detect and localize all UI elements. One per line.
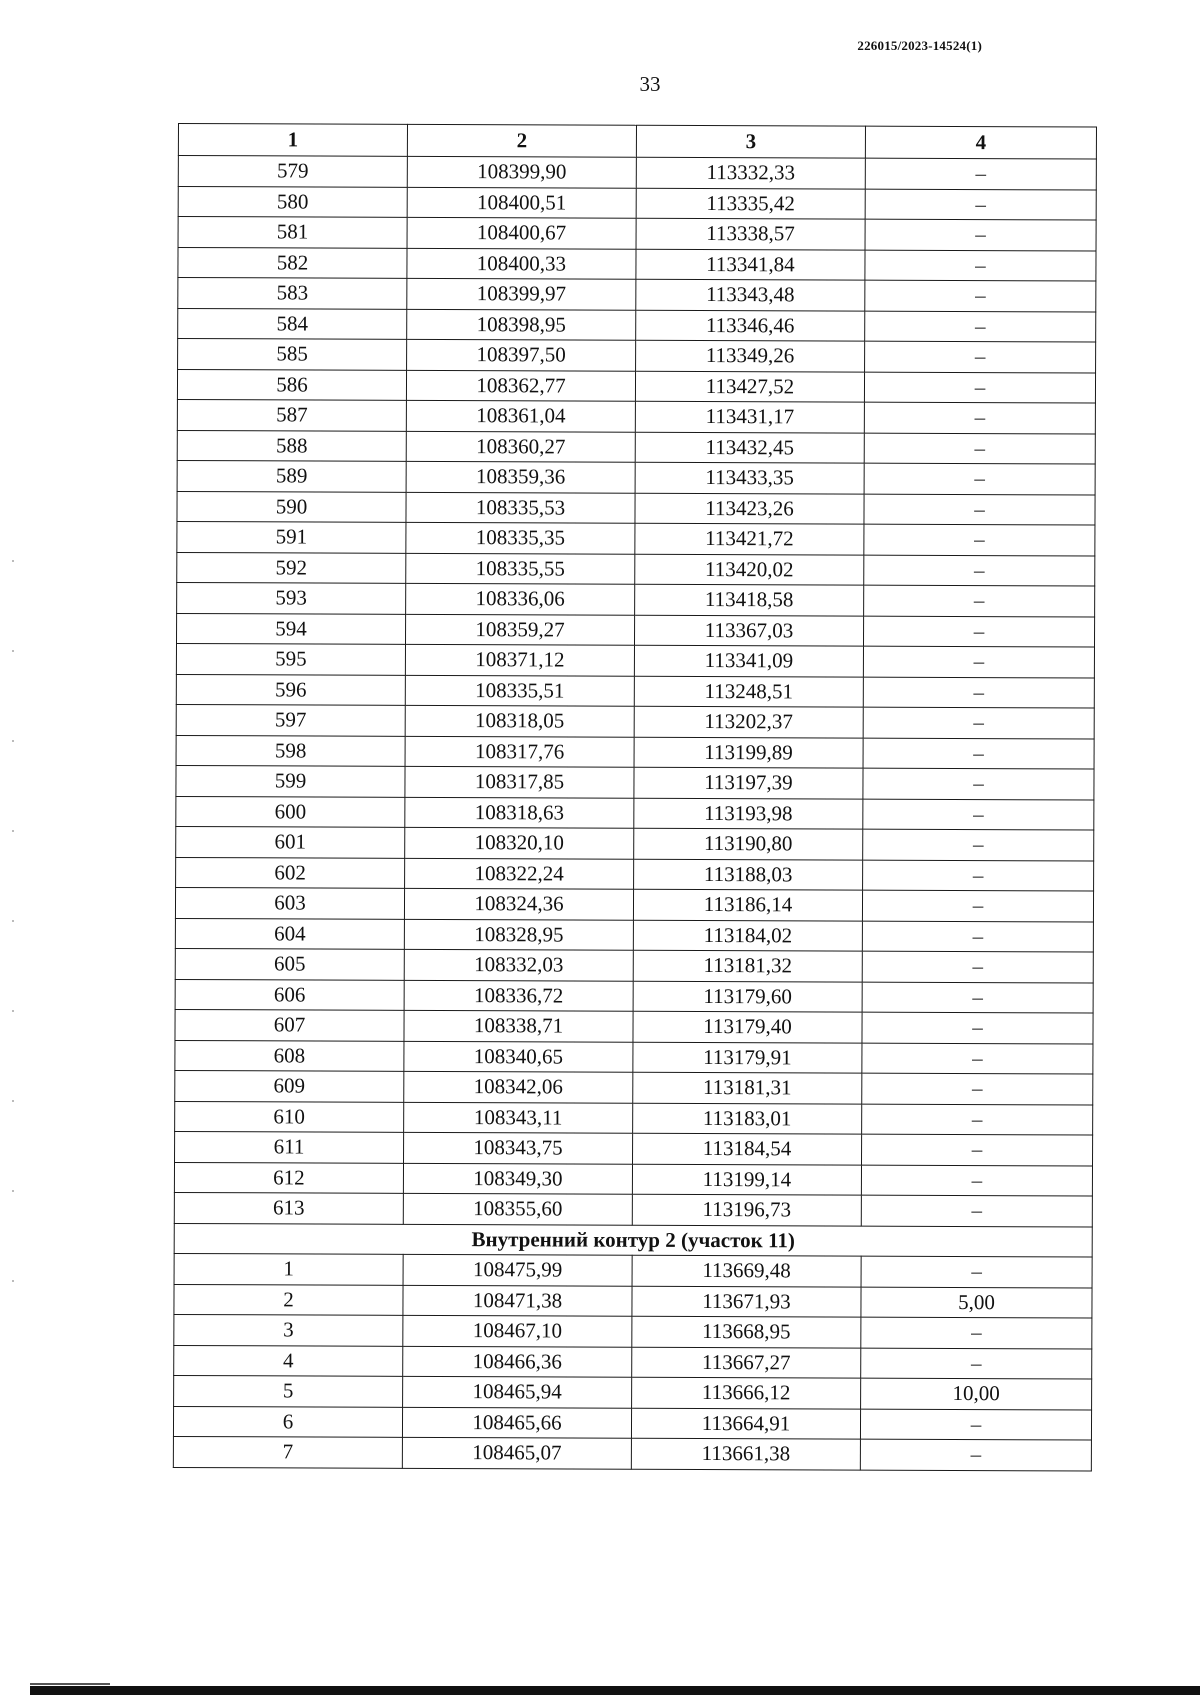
- table-cell: 612: [174, 1162, 403, 1193]
- table-cell: 113332,33: [636, 157, 865, 188]
- table-cell: 5: [174, 1375, 403, 1406]
- table-cell: 108343,75: [404, 1132, 633, 1163]
- table-cell: 113193,98: [634, 798, 863, 829]
- table-cell: –: [865, 189, 1096, 220]
- table-body-contour: [173, 1253, 1092, 1470]
- table-cell: 113184,02: [633, 920, 862, 951]
- table-cell: 583: [178, 278, 407, 309]
- table-cell: 113421,72: [635, 523, 864, 554]
- table-row: [175, 948, 1093, 982]
- table-cell: 611: [175, 1131, 404, 1162]
- table-cell: –: [864, 372, 1095, 403]
- table-cell: –: [861, 1195, 1092, 1226]
- table-cell: 108466,36: [403, 1346, 632, 1377]
- table-row: [176, 735, 1094, 769]
- table-cell: 113248,51: [634, 676, 863, 707]
- table-cell: –: [862, 921, 1093, 952]
- table-cell: 113188,03: [634, 859, 863, 890]
- table-cell: 599: [176, 765, 405, 796]
- table-cell: 108399,90: [407, 156, 636, 187]
- table-cell: 108360,27: [406, 431, 635, 462]
- table-cell: –: [863, 707, 1094, 738]
- table-cell: –: [863, 799, 1094, 830]
- table-cell: 113423,26: [635, 493, 864, 524]
- table-cell: 605: [175, 948, 404, 979]
- table-cell: 113432,45: [635, 432, 864, 463]
- table-cell: 108318,05: [405, 705, 634, 736]
- table-cell: 113661,38: [631, 1438, 860, 1469]
- table-cell: 595: [176, 643, 405, 674]
- table-cell: 113418,58: [635, 584, 864, 615]
- table-cell: 113341,84: [636, 249, 865, 280]
- table-cell: 108359,36: [406, 461, 635, 492]
- table-cell: 596: [176, 674, 405, 705]
- table-cell: 108342,06: [404, 1071, 633, 1102]
- table-cell: 108465,94: [403, 1376, 632, 1407]
- table-cell: –: [861, 1165, 1092, 1196]
- table-row: [174, 1314, 1092, 1348]
- table-cell: –: [864, 463, 1095, 494]
- table-cell: 108355,60: [403, 1193, 632, 1224]
- table-cell: –: [862, 1043, 1093, 1074]
- table-cell: 5,00: [861, 1287, 1092, 1318]
- table-row: [178, 339, 1096, 373]
- table-cell: 113199,14: [632, 1164, 861, 1195]
- table-row: [175, 1101, 1093, 1135]
- table-cell: 113338,57: [636, 218, 865, 249]
- table-row: [178, 247, 1096, 281]
- table-row: [174, 1375, 1092, 1409]
- table-cell: 113666,12: [632, 1377, 861, 1408]
- table-cell: –: [863, 860, 1094, 891]
- scan-edge: [30, 1683, 110, 1685]
- column-header: 2: [407, 124, 636, 157]
- table-cell: 108398,95: [407, 309, 636, 340]
- table-cell: 594: [177, 613, 406, 644]
- table-cell: 600: [176, 796, 405, 827]
- table-row: [176, 704, 1094, 738]
- table-cell: 113667,27: [632, 1347, 861, 1378]
- table-cell: –: [863, 616, 1094, 647]
- table-row: [173, 1436, 1091, 1470]
- table-cell: 108324,36: [404, 888, 633, 919]
- table-cell: 579: [178, 156, 407, 187]
- table-cell: 610: [175, 1101, 404, 1132]
- table-cell: –: [863, 738, 1094, 769]
- table-cell: 113343,48: [636, 279, 865, 310]
- table-row: [176, 857, 1094, 891]
- table-cell: –: [862, 1012, 1093, 1043]
- table-cell: –: [865, 280, 1096, 311]
- table-cell: 113196,73: [632, 1194, 861, 1225]
- table-cell: 108361,04: [406, 400, 635, 431]
- table-row: [177, 491, 1095, 525]
- table-cell: 113190,80: [634, 828, 863, 859]
- table-cell: 108335,53: [406, 492, 635, 523]
- table-cell: 113669,48: [632, 1255, 861, 1286]
- column-header: 3: [636, 125, 865, 158]
- table-cell: 113197,39: [634, 767, 863, 798]
- table-cell: 606: [175, 979, 404, 1010]
- table-cell: –: [864, 402, 1095, 433]
- table-cell: 108475,99: [403, 1254, 632, 1285]
- table-row: [175, 979, 1093, 1013]
- table-cell: 113427,52: [635, 371, 864, 402]
- table-section: [174, 1223, 1092, 1257]
- table-cell: 586: [177, 369, 406, 400]
- table-cell: 608: [175, 1040, 404, 1071]
- table-row: [174, 1253, 1092, 1287]
- table-cell: –: [865, 250, 1096, 281]
- table-cell: 3: [174, 1314, 403, 1345]
- table-row: [177, 399, 1095, 433]
- table-cell: –: [862, 1104, 1093, 1135]
- table-cell: 4: [174, 1345, 403, 1376]
- table-cell: 108400,67: [407, 217, 636, 248]
- table-cell: –: [864, 433, 1095, 464]
- table-cell: 108317,85: [405, 766, 634, 797]
- table-row: [174, 1192, 1092, 1226]
- coordinates-table: [173, 123, 1097, 1471]
- table-cell: –: [863, 677, 1094, 708]
- table-row: [177, 521, 1095, 555]
- table-row: [176, 765, 1094, 799]
- table-cell: 108335,51: [405, 675, 634, 706]
- table-cell: 108399,97: [407, 278, 636, 309]
- table-cell: 108318,63: [405, 797, 634, 828]
- table-cell: 108332,03: [404, 949, 633, 980]
- table-row: [176, 643, 1094, 677]
- table-cell: –: [865, 311, 1096, 342]
- table-cell: 113668,95: [632, 1316, 861, 1347]
- scan-bottom-border: [30, 1686, 1200, 1695]
- section-title: Внутренний контур 2 (участок 11): [174, 1223, 1092, 1257]
- table-row: [175, 1131, 1093, 1165]
- table-cell: 581: [178, 217, 407, 248]
- table-cell: 601: [176, 826, 405, 857]
- table-cell: –: [865, 219, 1096, 250]
- table-cell: 113202,37: [634, 706, 863, 737]
- table-row: [175, 887, 1093, 921]
- table-cell: 108343,11: [404, 1102, 633, 1133]
- table-cell: 580: [178, 186, 407, 217]
- page-number: 33: [639, 72, 661, 96]
- table-cell: 593: [177, 582, 406, 613]
- table-row: [173, 1406, 1091, 1440]
- table-cell: –: [861, 1317, 1092, 1348]
- table-cell: 113671,93: [632, 1286, 861, 1317]
- table-cell: 108471,38: [403, 1285, 632, 1316]
- table-cell: –: [864, 494, 1095, 525]
- table-cell: –: [864, 585, 1095, 616]
- table-row: [177, 460, 1095, 494]
- table-cell: 113367,03: [634, 615, 863, 646]
- table-cell: 108336,06: [406, 583, 635, 614]
- table-cell: 10,00: [861, 1378, 1092, 1409]
- table-row: [176, 674, 1094, 708]
- column-header: 1: [178, 124, 407, 157]
- table-cell: 113335,42: [636, 188, 865, 219]
- table-row: [174, 1345, 1092, 1379]
- table-cell: 589: [177, 460, 406, 491]
- table-cell: 108335,35: [406, 522, 635, 553]
- table-cell: 113181,32: [633, 950, 862, 981]
- table-cell: –: [862, 982, 1093, 1013]
- table-cell: 113420,02: [635, 554, 864, 585]
- table-row: [175, 1040, 1093, 1074]
- table-cell: 113183,01: [633, 1103, 862, 1134]
- table-cell: 113184,54: [633, 1133, 862, 1164]
- table-row: [176, 796, 1094, 830]
- table-cell: 113186,14: [633, 889, 862, 920]
- header-row: [178, 124, 1096, 160]
- table-cell: 113349,26: [636, 340, 865, 371]
- table-cell: 113664,91: [631, 1408, 860, 1439]
- table-row: [177, 613, 1095, 647]
- table-cell: –: [862, 1134, 1093, 1165]
- margin-punch-marks: [12, 560, 14, 1320]
- table-cell: 108362,77: [406, 370, 635, 401]
- table-cell: 113179,91: [633, 1042, 862, 1073]
- table-row: [176, 826, 1094, 860]
- table-cell: 113341,09: [634, 645, 863, 676]
- table-cell: 113181,31: [633, 1072, 862, 1103]
- table-row: [178, 156, 1096, 190]
- table-row: [178, 308, 1096, 342]
- table-cell: –: [862, 951, 1093, 982]
- table-cell: 613: [174, 1192, 403, 1223]
- table-cell: 592: [177, 552, 406, 583]
- table-cell: –: [862, 1073, 1093, 1104]
- table-cell: –: [864, 555, 1095, 586]
- table-cell: 113179,40: [633, 1011, 862, 1042]
- table-cell: –: [861, 1256, 1092, 1287]
- table-row: [175, 1070, 1093, 1104]
- table-cell: –: [862, 890, 1093, 921]
- table-cell: 584: [178, 308, 407, 339]
- table-cell: 604: [175, 918, 404, 949]
- table-cell: 603: [175, 887, 404, 918]
- table-cell: 609: [175, 1070, 404, 1101]
- table-row: [177, 369, 1095, 403]
- table-cell: 598: [176, 735, 405, 766]
- table-cell: 1: [174, 1253, 403, 1284]
- table-cell: 113346,46: [636, 310, 865, 341]
- table-cell: 582: [178, 247, 407, 278]
- table-cell: 108467,10: [403, 1315, 632, 1346]
- table-cell: –: [861, 1348, 1092, 1379]
- table-row: [177, 582, 1095, 616]
- table-cell: –: [864, 524, 1095, 555]
- table-cell: 113431,17: [635, 401, 864, 432]
- table-cell: 590: [177, 491, 406, 522]
- table-header: [178, 124, 1096, 160]
- table-cell: 591: [177, 521, 406, 552]
- table-cell: –: [860, 1409, 1091, 1440]
- table-cell: 113199,89: [634, 737, 863, 768]
- table-row: [174, 1162, 1092, 1196]
- table-cell: 108336,72: [404, 980, 633, 1011]
- table-cell: 6: [173, 1406, 402, 1437]
- table-cell: –: [865, 158, 1096, 189]
- document-id: 226015/2023-14524(1): [857, 38, 982, 53]
- column-header: 4: [865, 126, 1096, 159]
- table-cell: 108465,07: [402, 1437, 631, 1468]
- table-cell: 108338,71: [404, 1010, 633, 1041]
- table-cell: 108359,27: [405, 614, 634, 645]
- table-cell: 597: [176, 704, 405, 735]
- table-cell: –: [865, 341, 1096, 372]
- table-cell: 108328,95: [404, 919, 633, 950]
- table-cell: 108397,50: [407, 339, 636, 370]
- table-row: [175, 1009, 1093, 1043]
- table-cell: 607: [175, 1009, 404, 1040]
- table-row: [178, 186, 1096, 220]
- table-cell: 588: [177, 430, 406, 461]
- table-cell: –: [860, 1439, 1091, 1470]
- table-row: [174, 1284, 1092, 1318]
- table-cell: 108465,66: [402, 1407, 631, 1438]
- table-cell: 602: [176, 857, 405, 888]
- table-body-main: [174, 156, 1096, 1227]
- table-cell: 2: [174, 1284, 403, 1315]
- table-row: [178, 217, 1096, 251]
- table-cell: –: [863, 646, 1094, 677]
- table-row: [175, 918, 1093, 952]
- table-cell: 108317,76: [405, 736, 634, 767]
- table-cell: 108371,12: [405, 644, 634, 675]
- table-cell: 587: [177, 399, 406, 430]
- table-cell: 113179,60: [633, 981, 862, 1012]
- table-cell: 108322,24: [405, 858, 634, 889]
- table-cell: 108400,33: [407, 248, 636, 279]
- table-cell: 585: [178, 339, 407, 370]
- section-row: [174, 1223, 1092, 1257]
- table-cell: 7: [173, 1436, 402, 1467]
- table-row: [177, 552, 1095, 586]
- table-cell: 108400,51: [407, 187, 636, 218]
- table-cell: 108340,65: [404, 1041, 633, 1072]
- table-cell: 108335,55: [406, 553, 635, 584]
- table-cell: –: [863, 768, 1094, 799]
- table-cell: 108320,10: [405, 827, 634, 858]
- table-row: [178, 278, 1096, 312]
- table-row: [177, 430, 1095, 464]
- table-cell: –: [863, 829, 1094, 860]
- table-cell: 113433,35: [635, 462, 864, 493]
- table-cell: 108349,30: [403, 1163, 632, 1194]
